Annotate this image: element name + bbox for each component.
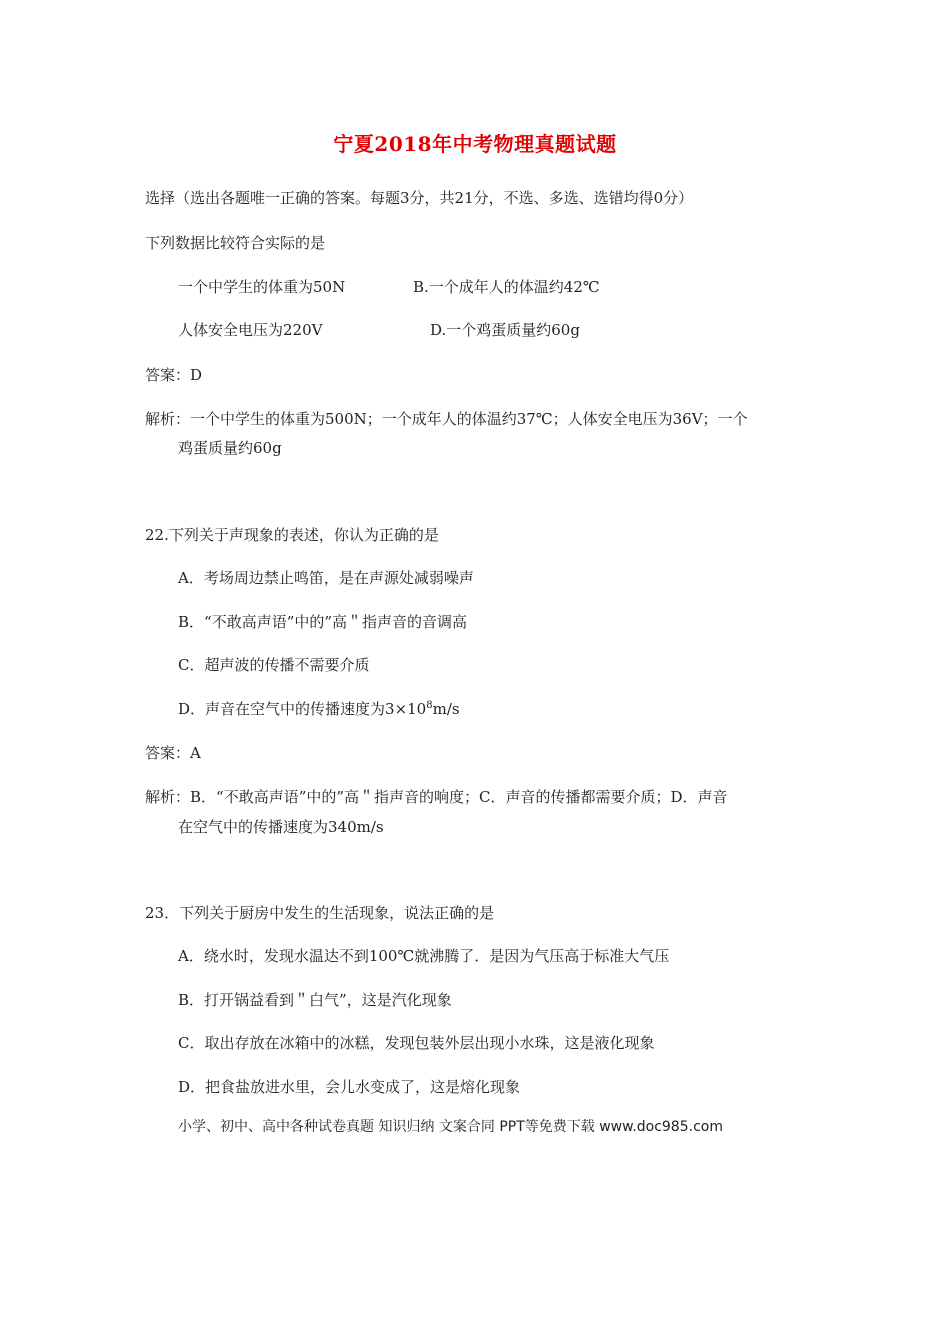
q22-answer: 答案：A <box>145 744 201 762</box>
q23-stem: 23．下列关于厨房中发生的生活现象，说法正确的是 <box>145 904 495 922</box>
q22-option-d-exponent: 8 <box>426 700 433 711</box>
q23-option-d: D．把食盐放进水里，会儿水变成了，这是熔化现象 <box>178 1078 521 1096</box>
q21-analysis-line-2: 鸡蛋质量约60g <box>178 439 282 457</box>
q22-option-a: A．考场周边禁止鸣笛，是在声源处减弱噪声 <box>178 569 474 587</box>
q22-option-b: B．“不敢高声语”中的”高＂指声音的音调高 <box>178 613 468 631</box>
section-heading: 选择（选出各题唯一正确的答案。每题3分，共21分，不选、多选、选错均得0分） <box>145 189 694 207</box>
q22-option-d-unit: m/s <box>432 700 460 718</box>
q21-option-b: B.一个成年人的体温约42℃ <box>413 278 600 296</box>
q22-option-d <box>178 699 460 719</box>
q21-option-c: 人体安全电压为220V <box>178 321 323 339</box>
q22-analysis-line-2: 在空气中的传播速度为340m/s <box>178 818 384 836</box>
q22-option-d-text: D．声音在空气中的传播速度为3×10 <box>178 700 427 718</box>
q23-option-c: C．取出存放在冰箱中的冰糕，发现包装外层出现小水珠，这是液化现象 <box>178 1034 655 1052</box>
q21-stem: 下列数据比较符合实际的是 <box>145 234 326 252</box>
q21-analysis-line-1: 解析：一个中学生的体重为500N；一个成年人的体温约37℃；人体安全电压为36V；一个 <box>145 410 748 428</box>
q22-analysis-line-1: 解析：B．“不敢高声语”中的”高＂指声音的响度；C．声音的传播都需要介质；D．声音 <box>145 788 728 806</box>
q21-option-d: D.一个鸡蛋质量约60g <box>430 321 580 339</box>
page-title: 宁夏2018年中考物理真题试题 <box>333 132 617 156</box>
footer-watermark-text: 小学、初中、高中各种试卷真题 知识归纳 文案合同 PPT等免费下载 www.doc985.com <box>178 1119 723 1135</box>
q22-stem: 22.下列关于声现象的表述，你认为正确的是 <box>145 526 439 544</box>
q23-option-b: B．打开锅益看到＂白气”，这是汽化现象 <box>178 991 452 1009</box>
q21-option-a: 一个中学生的体重为50N <box>178 278 346 296</box>
q22-option-c: C．超声波的传播不需要介质 <box>178 656 370 674</box>
q21-answer: 答案：D <box>145 366 203 384</box>
q23-option-a: A．绕水时，发现水温达不到100℃就沸腾了．是因为气压高于标准大气压 <box>178 947 670 965</box>
